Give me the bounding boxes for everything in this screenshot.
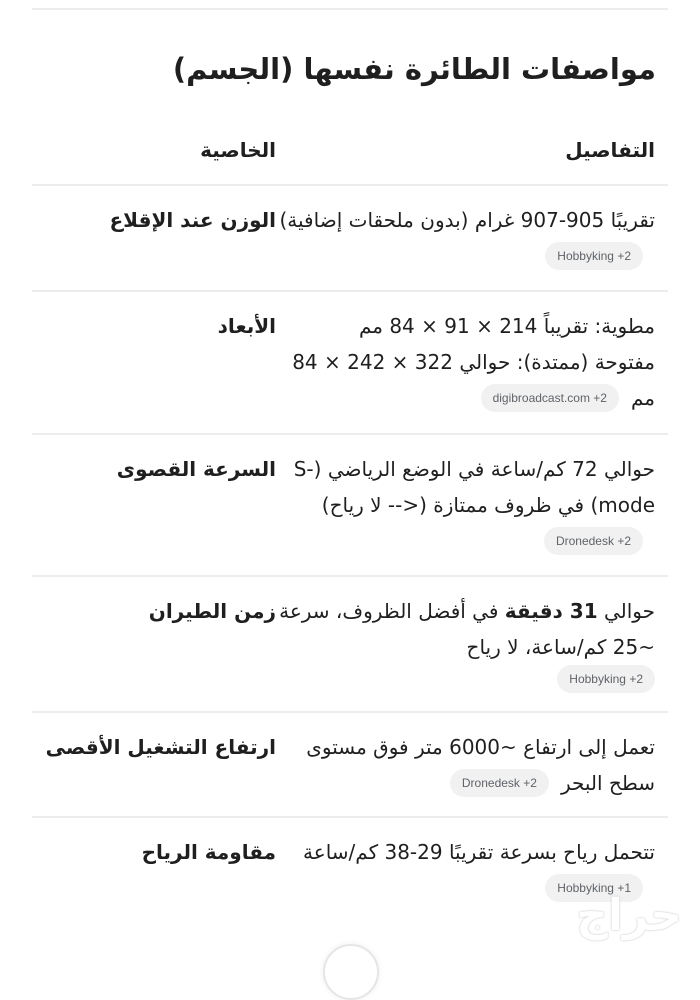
- property-cell: [32, 202, 276, 276]
- scroll-to-bottom-button[interactable]: [323, 944, 379, 1000]
- haraj-watermark-logo: حراج: [576, 890, 682, 941]
- details-cell: [276, 202, 668, 276]
- spec-table: [32, 132, 668, 924]
- section-title: مواصفات الطائرة نفسها (الجسم): [172, 52, 656, 86]
- property-cell: [32, 308, 276, 419]
- details-text: تعمل إلى ارتفاع ~6000 متر فوق مستوى سطح البحرDronedesk +2: [306, 735, 655, 795]
- details-text: حوالي 72 كم/ساعة في الوضع الرياضي (S-mode) في ظروف ممتازة (<-- لا رياح)Dronedesk +2: [276, 451, 655, 559]
- header-details-cell: [276, 138, 668, 162]
- property-label: السرعة القصوى: [116, 457, 276, 481]
- property-label: مقاومة الرياح: [141, 840, 276, 864]
- property-cell: [32, 729, 276, 802]
- details-cell: [276, 451, 668, 561]
- details-highlight: 31 دقيقة: [504, 599, 598, 623]
- source-chip[interactable]: Dronedesk +2: [544, 527, 643, 555]
- property-label: ارتفاع التشغيل الأقصى: [45, 735, 276, 759]
- table-row: [32, 292, 668, 435]
- top-divider: [32, 8, 668, 10]
- details-cell: [276, 729, 668, 802]
- table-row: [32, 818, 668, 924]
- table-row: [32, 435, 668, 577]
- details-text: حوالي 31 دقيقة في أفضل الظروف، سرعة ~25 كم/ساعة، لا رياح Hobbyking +2: [276, 593, 655, 695]
- property-label: الأبعاد: [217, 314, 276, 338]
- table-row: [32, 713, 668, 818]
- source-chip[interactable]: Hobbyking +2: [557, 665, 655, 693]
- source-chip[interactable]: digibroadcast.com +2: [481, 384, 619, 412]
- table-row: [32, 577, 668, 713]
- source-chip[interactable]: Dronedesk +2: [450, 769, 549, 797]
- details-text: تتحمل رياح بسرعة تقريبًا 29-38 كم/ساعةHobbyking +1: [276, 834, 655, 906]
- details-cell: [276, 593, 668, 697]
- details-cell: [276, 308, 668, 419]
- source-chip[interactable]: Hobbyking +2: [545, 242, 643, 270]
- property-cell: [32, 451, 276, 561]
- details-text: مطوية: تقريباً 214 × 91 × 84 مم مفتوحة (ممتدة): حوالي 322 × 242 × 84 ممdigibroadcast.com +2: [292, 314, 655, 410]
- header-property: الخاصية: [200, 138, 276, 162]
- property-cell: [32, 834, 276, 910]
- details-text: تقريبًا 905-907 غرام (بدون ملحقات إضافية)Hobbyking +2: [276, 202, 655, 274]
- property-cell: [32, 593, 276, 697]
- source-chip[interactable]: Hobbyking +1: [545, 874, 643, 902]
- property-label: الوزن عند الإقلاع: [109, 208, 276, 232]
- table-header-row: [32, 132, 668, 186]
- property-label: زمن الطيران: [148, 599, 276, 623]
- header-property-cell: [32, 138, 276, 162]
- header-details: التفاصيل: [565, 138, 655, 162]
- table-row: [32, 186, 668, 292]
